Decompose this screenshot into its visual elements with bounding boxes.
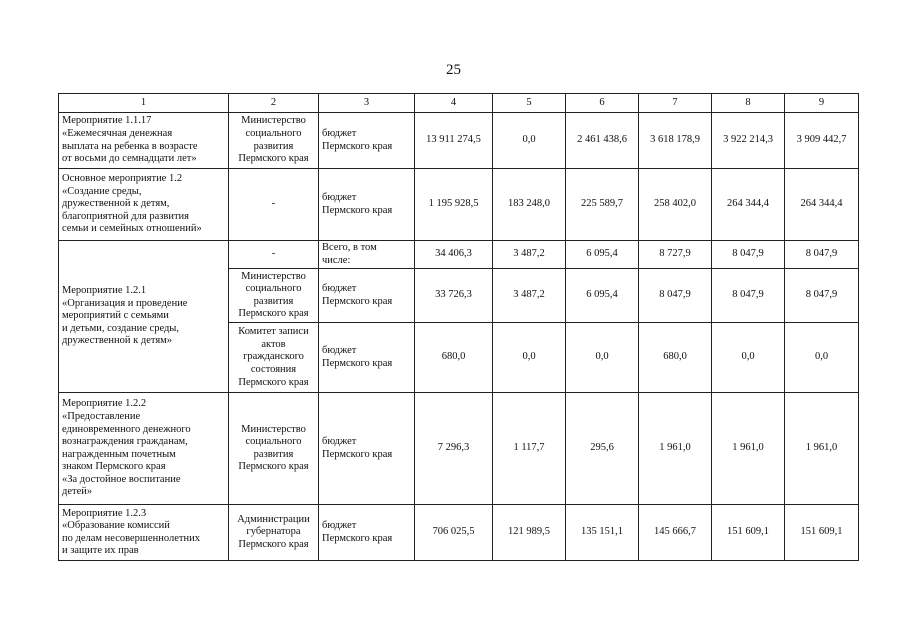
activity-name-cell-line: детей» [62, 486, 93, 498]
table-row [59, 505, 859, 561]
table-row [59, 113, 859, 169]
activity-name-cell [59, 113, 229, 169]
activity-name-cell-line: «Создание среды, [62, 185, 142, 197]
funding-source-cell-line: бюджет [322, 520, 357, 532]
header-cell: 4 [415, 94, 493, 113]
executor-cell-line: актов [261, 338, 286, 350]
activity-name-cell-line: семьи и семейных отношений» [62, 223, 202, 235]
activity-name-cell-line: знаком Пермского края [62, 461, 166, 473]
amount-cell: 1 195 928,5 [415, 169, 493, 241]
executor-cell-line: Министерство [241, 423, 306, 435]
amount-cell: 0,0 [493, 323, 566, 393]
funding-source-cell-line: Пермского края [322, 140, 393, 152]
amount-cell: 1 961,0 [712, 393, 785, 505]
budget-table [58, 93, 859, 561]
amount-cell: 8 047,9 [712, 241, 785, 269]
activity-name-cell-line: единовременного денежного [62, 423, 191, 435]
executor-cell-line: - [271, 198, 276, 210]
amount-cell: 135 151,1 [566, 505, 639, 561]
page-number: 25 [446, 62, 461, 78]
table-body [59, 94, 859, 561]
funding-source-cell [319, 323, 415, 393]
header-cell: 2 [229, 94, 319, 113]
activity-name-cell-line: благоприятной для развития [62, 210, 190, 222]
executor-cell-line: Пермского края [238, 461, 309, 473]
funding-source-cell [319, 505, 415, 561]
amount-cell: 151 609,1 [785, 505, 859, 561]
amount-cell: 295,6 [566, 393, 639, 505]
executor-cell-line: гражданского [243, 351, 304, 363]
activity-name-cell [59, 169, 229, 241]
amount-cell: 225 589,7 [566, 169, 639, 241]
executor-cell-line: состояния [250, 363, 297, 375]
activity-name-cell-line: «За достойное воспитание [62, 473, 181, 485]
funding-source-cell [319, 113, 415, 169]
table-row [59, 241, 859, 269]
amount-cell: 1 961,0 [785, 393, 859, 505]
activity-name-cell-line: Основное мероприятие 1.2 [62, 173, 183, 185]
amount-cell: 8 727,9 [639, 241, 712, 269]
executor-cell-line: развития [253, 295, 294, 307]
amount-cell: 13 911 274,5 [415, 113, 493, 169]
amount-cell: 6 095,4 [566, 241, 639, 269]
amount-cell: 0,0 [566, 323, 639, 393]
amount-cell: 8 047,9 [785, 269, 859, 323]
executor-cell-line: Министерство [241, 270, 306, 282]
amount-cell: 3 487,2 [493, 241, 566, 269]
funding-source-cell-line: бюджет [322, 345, 357, 357]
amount-cell: 680,0 [415, 323, 493, 393]
header-cell: 9 [785, 94, 859, 113]
header-cell: 8 [712, 94, 785, 113]
amount-cell: 33 726,3 [415, 269, 493, 323]
activity-name-cell-line: Мероприятие 1.2.2 [62, 398, 147, 410]
activity-name-cell-line: по делам несовершеннолетних [62, 532, 200, 544]
amount-cell: 3 909 442,7 [785, 113, 859, 169]
executor-cell-line: Комитет записи [238, 326, 309, 338]
funding-source-cell [319, 393, 415, 505]
amount-cell: 0,0 [493, 113, 566, 169]
header-cell: 5 [493, 94, 566, 113]
executor-cell-line: Министерство [241, 115, 306, 127]
activity-name-cell-line: дружественной к детям, [62, 198, 170, 210]
executor-cell [229, 241, 319, 269]
header-cell: 1 [59, 94, 229, 113]
executor-cell-line: Пермского края [238, 153, 309, 165]
activity-name-cell-line: «Организация и проведение [62, 297, 188, 309]
funding-source-cell-line: Пермского края [322, 532, 393, 544]
activity-name-cell-line: Мероприятие 1.2.1 [62, 285, 147, 297]
amount-cell: 1 117,7 [493, 393, 566, 505]
activity-name-cell [59, 241, 229, 393]
funding-source-cell-line: Пермского края [322, 357, 393, 369]
amount-cell: 6 095,4 [566, 269, 639, 323]
funding-source-cell [319, 241, 415, 269]
executor-cell-line: Пермского края [238, 538, 309, 550]
executor-cell [229, 323, 319, 393]
activity-name-cell-line: «Ежемесячная денежная [62, 127, 173, 139]
activity-name-cell-line: «Образование комиссий [62, 520, 170, 532]
amount-cell: 8 047,9 [712, 269, 785, 323]
amount-cell: 264 344,4 [712, 169, 785, 241]
executor-cell-line: - [271, 248, 276, 260]
table-row [59, 169, 859, 241]
amount-cell: 151 609,1 [712, 505, 785, 561]
executor-cell-line: развития [253, 448, 294, 460]
funding-source-cell-line: числе: [322, 254, 351, 266]
header-cell: 3 [319, 94, 415, 113]
amount-cell: 8 047,9 [785, 241, 859, 269]
amount-cell: 8 047,9 [639, 269, 712, 323]
executor-cell-line: социального [245, 283, 302, 295]
header-cell: 7 [639, 94, 712, 113]
amount-cell: 3 618 178,9 [639, 113, 712, 169]
header-cell: 6 [566, 94, 639, 113]
executor-cell [229, 269, 319, 323]
amount-cell: 183 248,0 [493, 169, 566, 241]
executor-cell [229, 113, 319, 169]
funding-source-cell-line: Пермского края [322, 295, 393, 307]
amount-cell: 706 025,5 [415, 505, 493, 561]
activity-name-cell-line: награжденным почетным [62, 448, 176, 460]
executor-cell [229, 169, 319, 241]
executor-cell-line: Пермского края [238, 308, 309, 320]
funding-source-cell-line: Пермского края [322, 448, 393, 460]
executor-cell-line: социального [245, 127, 302, 139]
amount-cell: 121 989,5 [493, 505, 566, 561]
activity-name-cell-line: и защите их прав [62, 545, 139, 557]
funding-source-cell-line: бюджет [322, 127, 357, 139]
executor-cell-line: Администрации [237, 513, 310, 525]
funding-source-cell-line: бюджет [322, 283, 357, 295]
funding-source-cell [319, 269, 415, 323]
amount-cell: 0,0 [785, 323, 859, 393]
funding-source-cell-line: Пермского края [322, 204, 393, 216]
amount-cell: 3 922 214,3 [712, 113, 785, 169]
activity-name-cell-line: вознаграждения гражданам, [62, 436, 188, 448]
funding-source-cell [319, 169, 415, 241]
activity-name-cell-line: дружественной к детям» [62, 335, 173, 347]
activity-name-cell [59, 393, 229, 505]
executor-cell-line: губернатора [246, 526, 301, 538]
amount-cell: 264 344,4 [785, 169, 859, 241]
activity-name-cell-line: «Предоставление [62, 410, 141, 422]
executor-cell [229, 505, 319, 561]
amount-cell: 1 961,0 [639, 393, 712, 505]
funding-source-cell-line: бюджет [322, 436, 357, 448]
activity-name-cell-line: выплата на ребенка в возрасте [62, 140, 198, 152]
amount-cell: 258 402,0 [639, 169, 712, 241]
executor-cell-line: социального [245, 436, 302, 448]
activity-name-cell [59, 505, 229, 561]
amount-cell: 145 666,7 [639, 505, 712, 561]
amount-cell: 34 406,3 [415, 241, 493, 269]
activity-name-cell-line: и детьми, создание среды, [62, 322, 179, 334]
amount-cell: 7 296,3 [415, 393, 493, 505]
activity-name-cell-line: Мероприятие 1.2.3 [62, 507, 147, 519]
executor-cell [229, 393, 319, 505]
funding-source-cell-line: Всего, в том [322, 242, 377, 253]
activity-name-cell-line: от восьми до семнадцати лет» [62, 153, 197, 165]
table-header-row [59, 94, 859, 113]
table-row [59, 393, 859, 505]
amount-cell: 0,0 [712, 323, 785, 393]
executor-cell-line: Пермского края [238, 376, 309, 388]
activity-name-cell-line: мероприятий с семьями [62, 310, 169, 322]
amount-cell: 3 487,2 [493, 269, 566, 323]
amount-cell: 2 461 438,6 [566, 113, 639, 169]
funding-source-cell-line: бюджет [322, 191, 357, 203]
activity-name-cell-line: Мероприятие 1.1.17 [62, 115, 152, 127]
executor-cell-line: развития [253, 140, 294, 152]
amount-cell: 680,0 [639, 323, 712, 393]
